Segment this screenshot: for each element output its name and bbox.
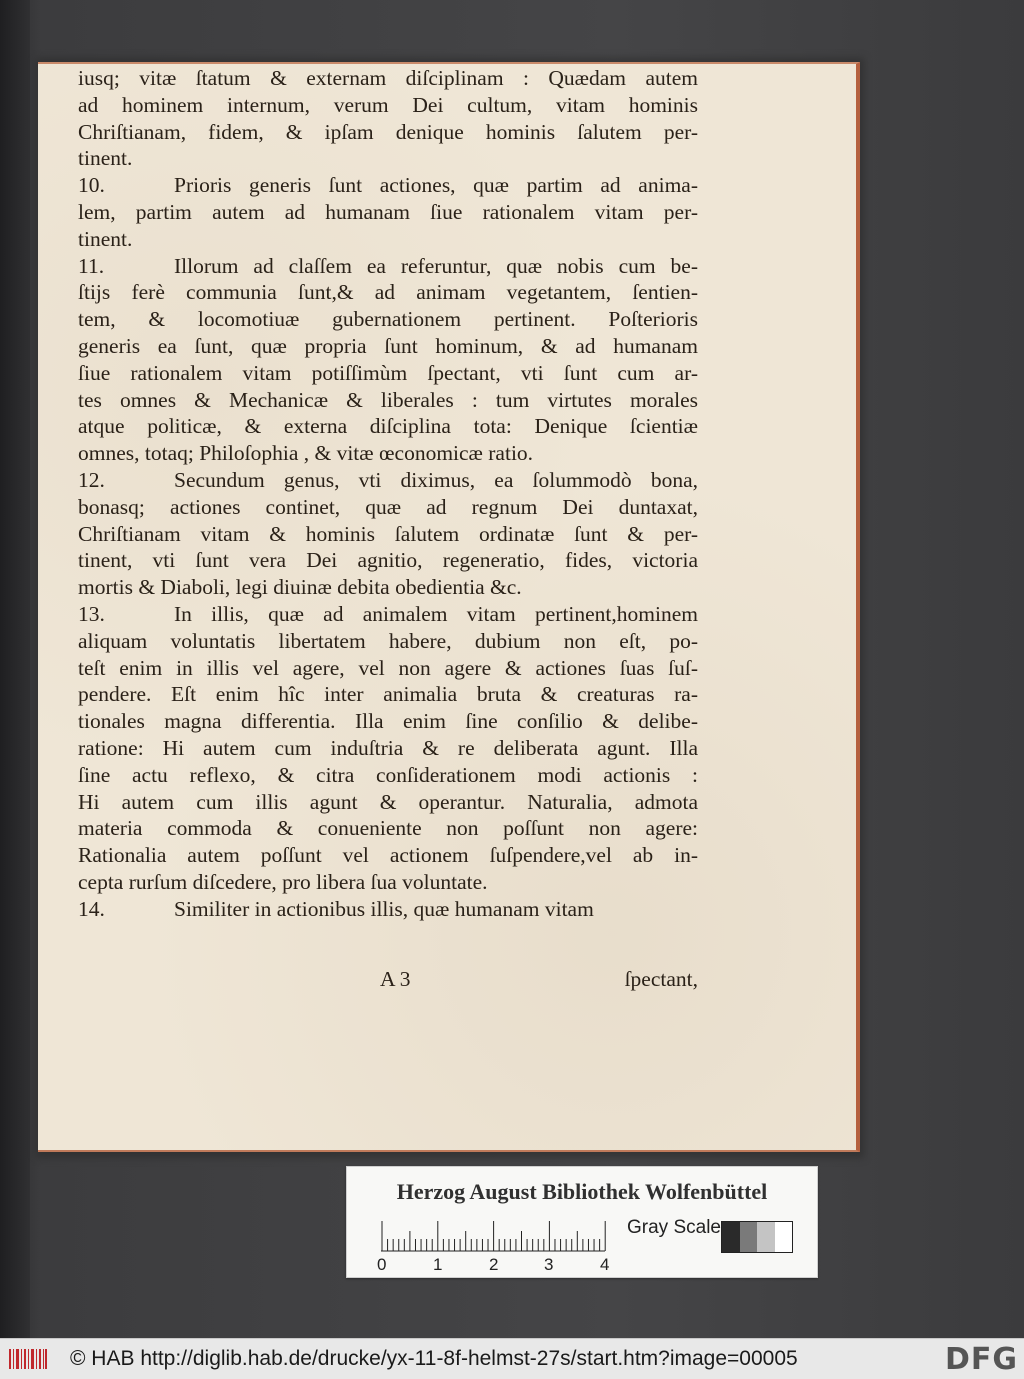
paragraph-number: 11. (78, 253, 105, 278)
line-text: Chriſtianam, fidem, & ipſam denique hominis ſalutem per- (78, 119, 698, 144)
text-line (78, 387, 698, 414)
page-footer-line (78, 967, 698, 995)
ruler-number: 0 (377, 1255, 387, 1274)
gray-swatch (757, 1222, 775, 1252)
page-text (78, 65, 698, 923)
paragraph-number: 13. (78, 601, 105, 626)
text-line (78, 360, 698, 387)
text-line (78, 574, 698, 601)
text-line (78, 119, 698, 146)
line-text: tinent, vti ſunt vera Dei agnitio, regeneratio, fides, victoria (78, 548, 698, 573)
line-text: ſiue rationalem vitam potiſſimùm ſpectant, vti ſunt cum ar- (78, 360, 698, 385)
text-line (78, 440, 698, 467)
catchword: ſpectant, (624, 967, 698, 991)
line-text: tes omnes & Mechanicæ & liberales : tum virtutes morales (78, 387, 698, 412)
text-line (78, 735, 698, 762)
gray-swatch (722, 1222, 740, 1252)
line-text: bonasq; actiones continet, quæ ad regnum Dei duntaxat, (78, 494, 698, 519)
dfg-logo: DFG (941, 1342, 1018, 1377)
text-line (78, 762, 698, 789)
paragraph-number: 14. (78, 896, 105, 921)
line-text: tionales magna differentia. Illa enim ſine conſilio & delibe- (78, 709, 698, 734)
text-line (78, 172, 698, 199)
line-text: ad hominem internum, verum Dei cultum, vitam hominis (78, 92, 698, 117)
line-text: lem, partim autem ad humanam ſiue rationalem vitam per- (78, 199, 698, 224)
text-line (78, 145, 698, 172)
library-name: Herzog August Bibliothek Wolfenbüttel (396, 1179, 768, 1204)
ruler-number: 4 (600, 1255, 610, 1274)
line-text: Similiter in actionibus illis, quæ humanam vitam (174, 896, 594, 921)
text-line (78, 708, 698, 735)
ruler-number: 1 (433, 1255, 443, 1274)
line-text: pendere. Eſt enim hîc inter animalia bruta & creaturas ra- (78, 682, 698, 707)
line-text: aliquam voluntatis libertatem habere, dubium non eſt, po- (78, 628, 698, 653)
text-line (78, 253, 698, 280)
line-text: Rationalia autem poſſunt vel actionem ſuſpendere,vel ab in- (78, 843, 698, 868)
text-line (78, 65, 698, 92)
text-line (78, 413, 698, 440)
text-line (78, 199, 698, 226)
text-line (78, 547, 698, 574)
text-line (78, 842, 698, 869)
text-line (78, 601, 698, 628)
text-line (78, 494, 698, 521)
gray-swatch (775, 1222, 793, 1252)
viewer-footer (0, 1338, 1024, 1379)
ruler-number: 2 (489, 1255, 499, 1274)
line-text: Hi autem cum illis agunt & operantur. Naturalia, admota (78, 789, 698, 814)
hab-barcode-logo-icon (8, 1346, 48, 1372)
line-text: Illorum ad claſſem ea referuntur, quæ nobis cum be- (174, 253, 698, 278)
book-spine-edge (0, 0, 30, 1338)
footer-url-text[interactable]: © HAB http://diglib.hab.de/drucke/yx-11-8f-helmst-27s/start.htm?image=00005 (70, 1347, 798, 1370)
paragraph-number: 10. (78, 173, 105, 198)
text-line (78, 869, 698, 896)
line-text: Prioris generis ſunt actiones, quæ partim ad anima- (174, 173, 698, 198)
line-text: iusq; vitæ ſtatum & externam diſciplinam : Quædam autem (78, 66, 698, 90)
library-label-card (346, 1166, 818, 1278)
line-text: teſt enim in illis vel agere, vel non agere & actiones ſuas ſuſ- (78, 655, 698, 680)
ruler-ticks-icon (381, 1219, 611, 1253)
line-text: atque politicæ, & externa diſciplina tota: Denique ſcientiæ (78, 414, 698, 439)
line-text: ſtijs ferè communia ſunt,& ad animam vegetantem, ſentien- (78, 280, 698, 305)
text-line (78, 226, 698, 253)
text-line (78, 681, 698, 708)
scale-ruler (377, 1219, 611, 1274)
ruler-number: 3 (544, 1255, 554, 1274)
text-line (78, 521, 698, 548)
text-line (78, 467, 698, 494)
line-text: tem, & locomotiuæ gubernationem pertinent. Poſterioris (78, 307, 698, 332)
gray-scale-label: Gray Scale (627, 1217, 721, 1238)
text-line (78, 628, 698, 655)
line-text: generis ea ſunt, quæ propria ſunt hominum, & ad humanam (78, 333, 698, 358)
text-line (78, 333, 698, 360)
text-line (78, 815, 698, 842)
line-text: In illis, quæ ad animalem vitam pertinent,hominem (174, 601, 698, 626)
gray-scale-swatches (721, 1221, 793, 1253)
line-text: omnes, totaq; Philoſophia , & vitæ œconomicæ ratio. (78, 441, 534, 466)
line-text: materia commoda & conueniente non poſſunt non agere: (78, 816, 698, 841)
text-line (78, 655, 698, 682)
line-text: ratione: Hi autem cum induſtria & re deliberata agunt. Illa (78, 735, 698, 760)
line-text: tinent. (78, 226, 133, 251)
signature-mark: A 3 (380, 967, 411, 991)
line-text: Secundum genus, vti diximus, ea ſolummodò bona, (174, 467, 698, 492)
text-line (78, 279, 698, 306)
line-text: Chriſtianam vitam & hominis ſalutem ordinatæ ſunt & per- (78, 521, 698, 546)
line-text: mortis & Diaboli, legi diuinæ debita obedientia &c. (78, 575, 522, 600)
line-text: ſine actu reflexo, & citra conſiderationem modi actionis : (78, 762, 698, 787)
text-line (78, 896, 698, 923)
paragraph-number: 12. (78, 467, 105, 492)
gray-swatch (740, 1222, 758, 1252)
line-text: cepta rurſum diſcedere, pro libera ſua voluntate. (78, 869, 488, 894)
line-text: tinent. (78, 146, 133, 171)
text-line (78, 306, 698, 333)
text-line (78, 789, 698, 816)
text-line (78, 92, 698, 119)
